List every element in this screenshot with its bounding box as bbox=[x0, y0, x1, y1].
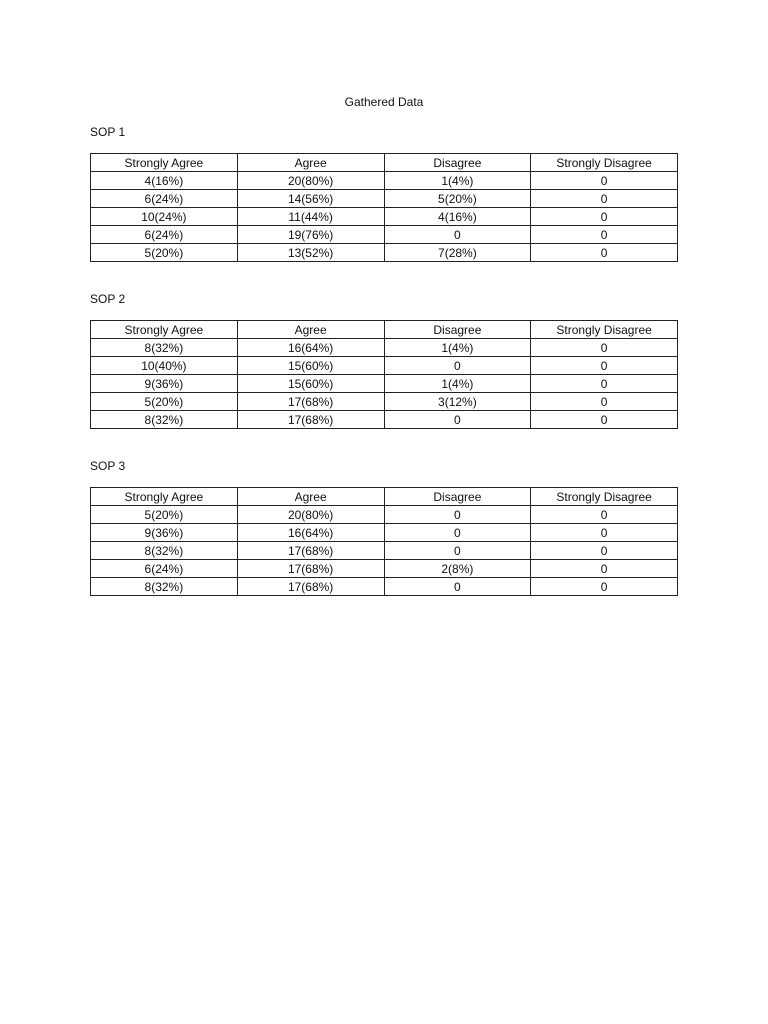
table-row bbox=[91, 339, 678, 357]
sop-2-section bbox=[90, 291, 678, 429]
table-cell: 15(60%) bbox=[237, 375, 384, 393]
table-row bbox=[91, 375, 678, 393]
table-cell: 14(56%) bbox=[237, 190, 384, 208]
table-cell: 5(20%) bbox=[91, 393, 238, 411]
table-row bbox=[91, 357, 678, 375]
table-cell: 0 bbox=[384, 506, 531, 524]
table-cell: 2(8%) bbox=[384, 560, 531, 578]
table-cell: 17(68%) bbox=[237, 393, 384, 411]
table-cell: 4(16%) bbox=[91, 172, 238, 190]
section-label: SOP 3 bbox=[90, 459, 126, 473]
table-row bbox=[91, 393, 678, 411]
sop-3-table bbox=[90, 487, 678, 596]
table-cell: 0 bbox=[531, 524, 678, 542]
table-cell: 20(80%) bbox=[237, 506, 384, 524]
table-cell: 8(32%) bbox=[91, 542, 238, 560]
table-cell: 5(20%) bbox=[384, 190, 531, 208]
table-row bbox=[91, 542, 678, 560]
table-cell: 17(68%) bbox=[237, 560, 384, 578]
sop-1-section bbox=[90, 124, 678, 262]
table-cell: 0 bbox=[531, 393, 678, 411]
table-cell: 6(24%) bbox=[91, 190, 238, 208]
table-cell: 8(32%) bbox=[91, 578, 238, 596]
section-label: SOP 1 bbox=[90, 125, 126, 139]
table-row bbox=[91, 506, 678, 524]
table-cell: 0 bbox=[531, 578, 678, 596]
table-cell: 0 bbox=[531, 411, 678, 429]
column-header: Agree bbox=[237, 154, 384, 172]
table-cell: 6(24%) bbox=[91, 560, 238, 578]
table-row bbox=[91, 411, 678, 429]
table-cell: 10(24%) bbox=[91, 208, 238, 226]
table-cell: 0 bbox=[531, 560, 678, 578]
sop-1-table bbox=[90, 153, 678, 262]
table-cell: 0 bbox=[384, 524, 531, 542]
table-cell: 16(64%) bbox=[237, 339, 384, 357]
column-header: Disagree bbox=[384, 154, 531, 172]
table-cell: 17(68%) bbox=[237, 578, 384, 596]
table-cell: 0 bbox=[531, 339, 678, 357]
table-cell: 9(36%) bbox=[91, 524, 238, 542]
table-cell: 0 bbox=[384, 226, 531, 244]
table-row bbox=[91, 560, 678, 578]
table-cell: 16(64%) bbox=[237, 524, 384, 542]
table-row bbox=[91, 226, 678, 244]
table-cell: 0 bbox=[531, 190, 678, 208]
table-cell: 1(4%) bbox=[384, 339, 531, 357]
table-cell: 13(52%) bbox=[237, 244, 384, 262]
table-row bbox=[91, 208, 678, 226]
table-cell: 0 bbox=[531, 172, 678, 190]
table-row bbox=[91, 172, 678, 190]
column-header: Disagree bbox=[384, 488, 531, 506]
table-cell: 0 bbox=[384, 357, 531, 375]
table-cell: 8(32%) bbox=[91, 339, 238, 357]
table-cell: 15(60%) bbox=[237, 357, 384, 375]
table-cell: 20(80%) bbox=[237, 172, 384, 190]
table-cell: 0 bbox=[531, 208, 678, 226]
column-header: Strongly Disagree bbox=[531, 321, 678, 339]
table-cell: 10(40%) bbox=[91, 357, 238, 375]
table-row bbox=[91, 244, 678, 262]
table-cell: 11(44%) bbox=[237, 208, 384, 226]
table-cell: 0 bbox=[531, 244, 678, 262]
table-cell: 5(20%) bbox=[91, 244, 238, 262]
table-cell: 7(28%) bbox=[384, 244, 531, 262]
sop-3-section bbox=[90, 458, 678, 596]
table-row bbox=[91, 524, 678, 542]
table-row bbox=[91, 578, 678, 596]
table-cell: 0 bbox=[531, 542, 678, 560]
table-cell: 0 bbox=[384, 411, 531, 429]
table-cell: 9(36%) bbox=[91, 375, 238, 393]
table-cell: 0 bbox=[531, 375, 678, 393]
page-title: Gathered Data bbox=[344, 95, 424, 109]
table-cell: 0 bbox=[531, 226, 678, 244]
table-cell: 5(20%) bbox=[91, 506, 238, 524]
table-cell: 0 bbox=[384, 542, 531, 560]
column-header: Strongly Disagree bbox=[531, 154, 678, 172]
table-cell: 0 bbox=[531, 357, 678, 375]
table-header-row bbox=[91, 321, 678, 339]
table-cell: 0 bbox=[384, 578, 531, 596]
table-cell: 8(32%) bbox=[91, 411, 238, 429]
column-header: Strongly Agree bbox=[91, 154, 238, 172]
table-cell: 17(68%) bbox=[237, 411, 384, 429]
column-header: Strongly Agree bbox=[91, 488, 238, 506]
column-header: Strongly Disagree bbox=[531, 488, 678, 506]
column-header: Agree bbox=[237, 488, 384, 506]
sop-2-table bbox=[90, 320, 678, 429]
table-row bbox=[91, 190, 678, 208]
column-header: Strongly Agree bbox=[91, 321, 238, 339]
table-cell: 1(4%) bbox=[384, 172, 531, 190]
column-header: Agree bbox=[237, 321, 384, 339]
table-cell: 17(68%) bbox=[237, 542, 384, 560]
table-cell: 4(16%) bbox=[384, 208, 531, 226]
table-cell: 0 bbox=[531, 506, 678, 524]
column-header: Disagree bbox=[384, 321, 531, 339]
table-cell: 3(12%) bbox=[384, 393, 531, 411]
table-header-row bbox=[91, 154, 678, 172]
table-cell: 6(24%) bbox=[91, 226, 238, 244]
table-cell: 19(76%) bbox=[237, 226, 384, 244]
table-header-row bbox=[91, 488, 678, 506]
section-label: SOP 2 bbox=[90, 292, 126, 306]
table-cell: 1(4%) bbox=[384, 375, 531, 393]
